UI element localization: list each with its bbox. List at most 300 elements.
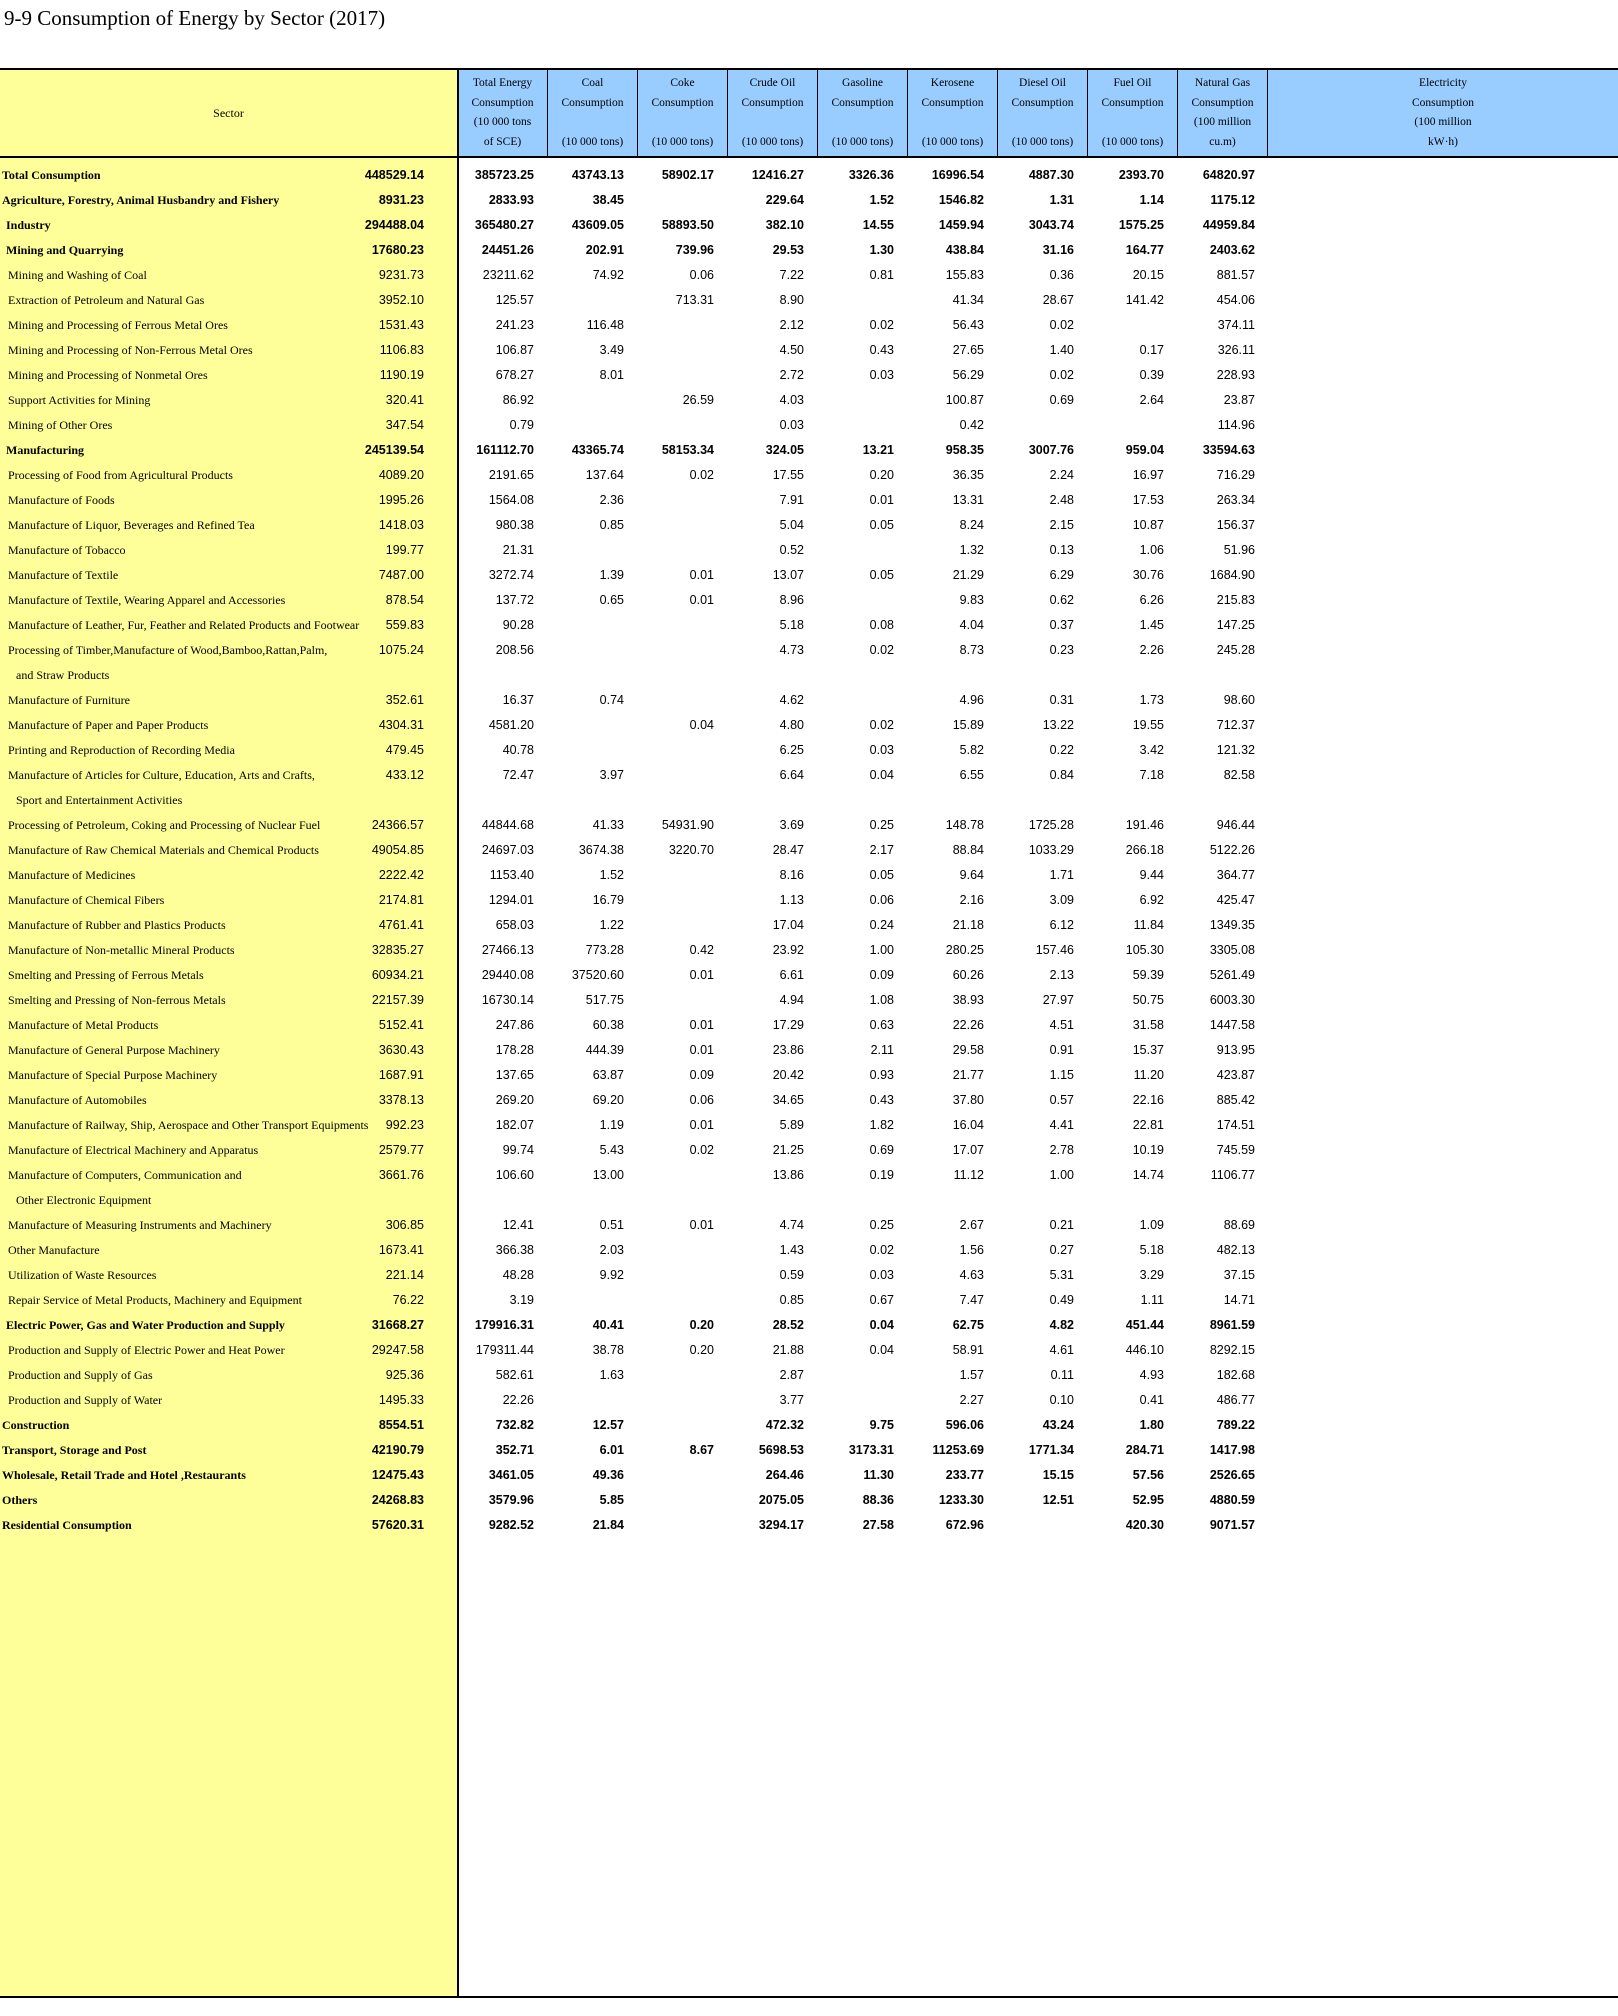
value-cell: 0.06 bbox=[689, 268, 714, 282]
value-cell: 0.04 bbox=[869, 1343, 894, 1357]
value-cell: 11.30 bbox=[863, 1468, 894, 1482]
value-cell: 52.95 bbox=[1132, 1493, 1164, 1507]
value-cell: 82.58 bbox=[1223, 768, 1255, 782]
value-cell: 7487.00 bbox=[378, 568, 424, 582]
value-cell: 178.28 bbox=[495, 1043, 534, 1057]
value-cell: 12416.27 bbox=[751, 168, 804, 182]
row-label: Other Manufacture bbox=[8, 1243, 100, 1257]
value-cell: 658.03 bbox=[495, 918, 534, 932]
value-cell: 8292.15 bbox=[1209, 1343, 1255, 1357]
value-cell: 324.05 bbox=[765, 443, 804, 457]
value-cell: 16.79 bbox=[592, 893, 624, 907]
header-line: Coke bbox=[670, 76, 695, 89]
value-cell: 60934.21 bbox=[371, 968, 424, 982]
row-label: Printing and Reproduction of Recording Media bbox=[8, 743, 235, 757]
value-cell: 0.02 bbox=[869, 718, 894, 732]
value-cell: 17.55 bbox=[772, 468, 804, 482]
value-cell: 946.44 bbox=[1216, 818, 1255, 832]
value-cell: 2075.05 bbox=[758, 1493, 804, 1507]
value-cell: 1531.43 bbox=[378, 318, 424, 332]
row-label: Manufacture of Medicines bbox=[8, 868, 136, 882]
row-label: Industry bbox=[6, 218, 51, 232]
row-label: Mining and Processing of Ferrous Metal Ores bbox=[8, 318, 228, 332]
value-cell: 26.59 bbox=[682, 393, 714, 407]
row-label: Repair Service of Metal Products, Machinery and Equipment bbox=[8, 1293, 302, 1307]
value-cell: 0.25 bbox=[869, 818, 894, 832]
value-cell: 14.55 bbox=[862, 218, 894, 232]
value-cell: 925.36 bbox=[385, 1368, 424, 1382]
value-cell: 105.30 bbox=[1125, 943, 1164, 957]
value-cell: 21.18 bbox=[952, 918, 984, 932]
value-cell: 4.50 bbox=[779, 343, 804, 357]
value-cell: 420.30 bbox=[1125, 1518, 1164, 1532]
value-cell: 0.43 bbox=[869, 343, 894, 357]
value-cell: 76.22 bbox=[392, 1293, 424, 1307]
header-line: Coal bbox=[581, 76, 604, 89]
value-cell: 773.28 bbox=[585, 943, 624, 957]
value-cell: 1.15 bbox=[1049, 1068, 1074, 1082]
value-cell: 11253.69 bbox=[932, 1443, 984, 1457]
header-line: (10 000 tons) bbox=[651, 136, 714, 149]
value-cell: 148.78 bbox=[945, 818, 984, 832]
value-cell: 3305.08 bbox=[1209, 943, 1255, 957]
value-cell: 0.10 bbox=[1049, 1393, 1074, 1407]
value-cell: 326.11 bbox=[1217, 343, 1255, 357]
header-line: Consumption bbox=[1101, 96, 1164, 109]
value-cell: 425.47 bbox=[1216, 893, 1255, 907]
value-cell: 9.64 bbox=[959, 868, 984, 882]
value-cell: 479.45 bbox=[385, 743, 424, 757]
value-cell: 3326.36 bbox=[848, 168, 894, 182]
value-cell: 58893.50 bbox=[661, 218, 714, 232]
table-bottom-rule bbox=[0, 1996, 1618, 1998]
value-cell: 2.11 bbox=[870, 1043, 894, 1057]
value-cell: 1.13 bbox=[779, 893, 804, 907]
value-cell: 4.63 bbox=[959, 1268, 984, 1282]
value-cell: 44959.84 bbox=[1202, 218, 1255, 232]
value-cell: 0.02 bbox=[869, 1243, 894, 1257]
value-cell: 0.02 bbox=[869, 318, 894, 332]
value-cell: 0.08 bbox=[869, 618, 894, 632]
value-cell: 29.58 bbox=[952, 1043, 984, 1057]
value-cell: 280.25 bbox=[945, 943, 984, 957]
value-cell: 1.40 bbox=[1049, 343, 1074, 357]
value-cell: 19.55 bbox=[1132, 718, 1164, 732]
value-cell: 2.16 bbox=[959, 893, 984, 907]
value-cell: 3378.13 bbox=[378, 1093, 424, 1107]
value-cell: 3220.70 bbox=[668, 843, 714, 857]
value-cell: 5.85 bbox=[599, 1493, 624, 1507]
value-cell: 0.13 bbox=[1049, 543, 1074, 557]
header-line: (10 000 tons) bbox=[921, 136, 984, 149]
value-cell: 3.29 bbox=[1139, 1268, 1164, 1282]
value-cell: 2.15 bbox=[1049, 518, 1074, 532]
value-cell: 0.22 bbox=[1049, 743, 1074, 757]
row-label: Processing of Food from Agricultural Products bbox=[8, 468, 233, 482]
value-cell: 2393.70 bbox=[1118, 168, 1164, 182]
header-line: kW·h) bbox=[1427, 136, 1458, 149]
value-cell: 0.01 bbox=[689, 568, 714, 582]
value-cell: 0.49 bbox=[1049, 1293, 1074, 1307]
value-cell: 2.67 bbox=[959, 1218, 984, 1232]
value-cell: 31.16 bbox=[1042, 243, 1074, 257]
value-cell: 2.48 bbox=[1049, 493, 1074, 507]
value-cell: 4.94 bbox=[779, 993, 804, 1007]
value-cell: 517.75 bbox=[585, 993, 624, 1007]
header-line: Consumption bbox=[1191, 96, 1254, 109]
value-cell: 29.53 bbox=[772, 243, 804, 257]
value-cell: 1.63 bbox=[599, 1368, 624, 1382]
value-cell: 21.29 bbox=[952, 568, 984, 582]
value-cell: 12.41 bbox=[502, 1218, 534, 1232]
value-cell: 1.52 bbox=[599, 868, 624, 882]
value-cell: 4.80 bbox=[779, 718, 804, 732]
value-cell: 32835.27 bbox=[371, 943, 424, 957]
value-cell: 5.31 bbox=[1049, 1268, 1074, 1282]
value-cell: 0.20 bbox=[869, 468, 894, 482]
value-cell: 4.93 bbox=[1139, 1368, 1164, 1382]
value-cell: 23.92 bbox=[772, 943, 804, 957]
value-cell: 352.61 bbox=[385, 693, 424, 707]
value-cell: 7.18 bbox=[1139, 768, 1164, 782]
value-cell: 8.24 bbox=[959, 518, 984, 532]
value-cell: 713.31 bbox=[675, 293, 714, 307]
value-cell: 1.08 bbox=[869, 993, 894, 1007]
header-line: Crude Oil bbox=[749, 76, 796, 89]
value-cell: 2.87 bbox=[779, 1368, 804, 1382]
value-cell: 99.74 bbox=[502, 1143, 534, 1157]
value-cell: 2403.62 bbox=[1209, 243, 1255, 257]
value-cell: 448529.14 bbox=[364, 168, 424, 182]
value-cell: 4089.20 bbox=[378, 468, 424, 482]
value-cell: 3.49 bbox=[599, 343, 624, 357]
value-cell: 86.92 bbox=[502, 393, 534, 407]
value-cell: 0.19 bbox=[869, 1168, 894, 1182]
value-cell: 156.37 bbox=[1216, 518, 1255, 532]
value-cell: 980.38 bbox=[495, 518, 534, 532]
value-cell: 13.21 bbox=[862, 443, 894, 457]
header-column-7 bbox=[1087, 70, 1177, 156]
value-cell: 1.19 bbox=[599, 1118, 624, 1132]
value-cell: 0.01 bbox=[869, 493, 894, 507]
row-label: Manufacture of Computers, Communication and bbox=[8, 1168, 242, 1182]
value-cell: 0.04 bbox=[689, 718, 714, 732]
value-cell: 0.81 bbox=[869, 268, 894, 282]
row-label-continuation: Sport and Entertainment Activities bbox=[16, 793, 183, 807]
row-label: Manufacture of Paper and Paper Products bbox=[8, 718, 209, 732]
value-cell: 0.17 bbox=[1139, 343, 1164, 357]
value-cell: 125.57 bbox=[495, 293, 534, 307]
value-cell: 31.58 bbox=[1132, 1018, 1164, 1032]
value-cell: 29247.58 bbox=[371, 1343, 424, 1357]
value-cell: 17.53 bbox=[1132, 493, 1164, 507]
header-line: (10 000 tons) bbox=[1101, 136, 1164, 149]
value-cell: 1575.25 bbox=[1118, 218, 1164, 232]
value-cell: 43609.05 bbox=[571, 218, 624, 232]
value-cell: 16.37 bbox=[502, 693, 534, 707]
header-column-6 bbox=[997, 70, 1087, 156]
value-cell: 0.36 bbox=[1049, 268, 1074, 282]
header-line: Fuel Oil bbox=[1113, 76, 1152, 89]
value-cell: 263.34 bbox=[1216, 493, 1255, 507]
value-cell: 0.24 bbox=[869, 918, 894, 932]
value-cell: 141.42 bbox=[1125, 293, 1164, 307]
value-cell: 1106.77 bbox=[1210, 1168, 1255, 1182]
value-cell: 4.41 bbox=[1049, 1118, 1074, 1132]
row-label: Manufacture of Textile bbox=[8, 568, 119, 582]
value-cell: 13.86 bbox=[772, 1168, 804, 1182]
value-cell: 23.86 bbox=[772, 1043, 804, 1057]
value-cell: 8961.59 bbox=[1209, 1318, 1255, 1332]
value-cell: 0.03 bbox=[779, 418, 804, 432]
value-cell: 4581.20 bbox=[488, 718, 534, 732]
value-cell: 22157.39 bbox=[371, 993, 424, 1007]
value-cell: 28.47 bbox=[772, 843, 804, 857]
header-line: (10 000 tons) bbox=[561, 136, 624, 149]
row-label: Extraction of Petroleum and Natural Gas bbox=[8, 293, 205, 307]
value-cell: 2.64 bbox=[1139, 393, 1164, 407]
value-cell: 1418.03 bbox=[378, 518, 424, 532]
value-cell: 2.03 bbox=[599, 1243, 624, 1257]
value-cell: 3.19 bbox=[509, 1293, 534, 1307]
row-label: Manufacture of Raw Chemical Materials and Chemical Products bbox=[8, 843, 319, 857]
value-cell: 17.29 bbox=[772, 1018, 804, 1032]
value-cell: 0.37 bbox=[1049, 618, 1074, 632]
value-cell: 1771.34 bbox=[1028, 1443, 1074, 1457]
value-cell: 164.77 bbox=[1125, 243, 1164, 257]
value-cell: 1687.91 bbox=[378, 1068, 424, 1082]
value-cell: 4304.31 bbox=[378, 718, 424, 732]
value-cell: 36.35 bbox=[952, 468, 984, 482]
row-label: Smelting and Pressing of Ferrous Metals bbox=[8, 968, 204, 982]
table-row bbox=[0, 1510, 1618, 1542]
value-cell: 739.96 bbox=[675, 243, 714, 257]
value-cell: 43365.74 bbox=[571, 443, 624, 457]
value-cell: 21.84 bbox=[592, 1518, 624, 1532]
row-label: Manufacture of Rubber and Plastics Products bbox=[8, 918, 226, 932]
value-cell: 596.06 bbox=[945, 1418, 984, 1432]
value-cell: 8554.51 bbox=[378, 1418, 424, 1432]
value-cell: 17.07 bbox=[952, 1143, 984, 1157]
value-cell: 56.43 bbox=[952, 318, 984, 332]
value-cell: 58153.34 bbox=[661, 443, 714, 457]
header-line: Consumption bbox=[921, 96, 984, 109]
header-column-1 bbox=[547, 70, 637, 156]
value-cell: 49054.85 bbox=[371, 843, 424, 857]
value-cell: 0.01 bbox=[689, 968, 714, 982]
row-label: Manufacture of Chemical Fibers bbox=[8, 893, 165, 907]
value-cell: 13.22 bbox=[1042, 718, 1074, 732]
value-cell: 885.42 bbox=[1216, 1093, 1255, 1107]
value-cell: 0.02 bbox=[869, 643, 894, 657]
value-cell: 27.97 bbox=[1042, 993, 1074, 1007]
value-cell: 88.69 bbox=[1223, 1218, 1255, 1232]
value-cell: 385723.25 bbox=[474, 168, 534, 182]
value-cell: 16996.54 bbox=[931, 168, 984, 182]
row-label-continuation: Other Electronic Equipment bbox=[16, 1193, 152, 1207]
header-line bbox=[771, 116, 774, 129]
value-cell: 913.95 bbox=[1216, 1043, 1255, 1057]
value-cell: 137.64 bbox=[585, 468, 624, 482]
value-cell: 486.77 bbox=[1216, 1393, 1255, 1407]
row-label: Smelting and Pressing of Non-ferrous Metals bbox=[8, 993, 226, 1007]
value-cell: 446.10 bbox=[1125, 1343, 1164, 1357]
row-label: Manufacture of Railway, Ship, Aerospace and Other Transport Equipments bbox=[8, 1118, 369, 1132]
page-title: 9-9 Consumption of Energy by Sector (2017) bbox=[4, 6, 386, 30]
row-label: Others bbox=[2, 1493, 38, 1507]
header-line: (10 000 tons bbox=[473, 116, 532, 129]
value-cell: 58.91 bbox=[952, 1343, 984, 1357]
header-sector: Sector bbox=[213, 105, 244, 120]
value-cell: 433.12 bbox=[385, 768, 424, 782]
value-cell: 3630.43 bbox=[378, 1043, 424, 1057]
value-cell: 27.65 bbox=[952, 343, 984, 357]
header-line: Total Energy bbox=[472, 76, 533, 89]
value-cell: 6.12 bbox=[1049, 918, 1074, 932]
value-cell: 1564.08 bbox=[488, 493, 534, 507]
value-cell: 13.31 bbox=[952, 493, 984, 507]
value-cell: 72.47 bbox=[502, 768, 534, 782]
value-cell: 3294.17 bbox=[758, 1518, 804, 1532]
value-cell: 0.05 bbox=[869, 568, 894, 582]
value-cell: 1.57 bbox=[959, 1368, 984, 1382]
value-cell: 28.67 bbox=[1042, 293, 1074, 307]
value-cell: 3.09 bbox=[1049, 893, 1074, 907]
value-cell: 0.51 bbox=[599, 1218, 624, 1232]
value-cell: 9.83 bbox=[959, 593, 984, 607]
value-cell: 3173.31 bbox=[848, 1443, 894, 1457]
value-cell: 0.06 bbox=[869, 893, 894, 907]
value-cell: 43743.13 bbox=[571, 168, 624, 182]
value-cell: 0.21 bbox=[1049, 1218, 1074, 1232]
header-line: (100 million bbox=[1414, 116, 1472, 129]
value-cell: 1.73 bbox=[1139, 693, 1164, 707]
value-cell: 0.02 bbox=[1049, 368, 1074, 382]
value-cell: 672.96 bbox=[945, 1518, 984, 1532]
value-cell: 438.84 bbox=[945, 243, 984, 257]
value-cell: 4.61 bbox=[1049, 1343, 1074, 1357]
value-cell: 49.36 bbox=[592, 1468, 624, 1482]
value-cell: 11.20 bbox=[1133, 1068, 1164, 1082]
value-cell: 3952.10 bbox=[378, 293, 424, 307]
header-line: Gasoline bbox=[842, 76, 883, 89]
value-cell: 245.28 bbox=[1216, 643, 1255, 657]
header-column-2 bbox=[637, 70, 727, 156]
row-label: Total Consumption bbox=[2, 168, 101, 182]
value-cell: 1.43 bbox=[779, 1243, 804, 1257]
value-cell: 0.02 bbox=[1049, 318, 1074, 332]
value-cell: 31668.27 bbox=[371, 1318, 424, 1332]
value-cell: 22.26 bbox=[502, 1393, 534, 1407]
value-cell: 8.90 bbox=[779, 293, 804, 307]
value-cell: 0.63 bbox=[869, 1018, 894, 1032]
value-cell: 2.13 bbox=[1049, 968, 1074, 982]
value-cell: 0.05 bbox=[869, 518, 894, 532]
row-label-continuation: and Straw Products bbox=[16, 668, 110, 682]
value-cell: 60.38 bbox=[592, 1018, 624, 1032]
value-cell: 30.76 bbox=[1132, 568, 1164, 582]
value-cell: 0.06 bbox=[689, 1093, 714, 1107]
value-cell: 38.78 bbox=[592, 1343, 624, 1357]
value-cell: 11.84 bbox=[1133, 918, 1164, 932]
value-cell: 1.45 bbox=[1139, 618, 1164, 632]
value-cell: 0.09 bbox=[869, 968, 894, 982]
value-cell: 1.06 bbox=[1139, 543, 1164, 557]
row-label: Manufacture of Measuring Instruments and Machinery bbox=[8, 1218, 272, 1232]
value-cell: 229.64 bbox=[765, 193, 804, 207]
value-cell: 3661.76 bbox=[378, 1168, 424, 1182]
value-cell: 37.15 bbox=[1223, 1268, 1255, 1282]
value-cell: 5.82 bbox=[959, 743, 984, 757]
value-cell: 62.75 bbox=[952, 1318, 984, 1332]
value-cell: 137.65 bbox=[495, 1068, 534, 1082]
value-cell: 712.37 bbox=[1216, 718, 1255, 732]
value-cell: 582.61 bbox=[495, 1368, 534, 1382]
header-line: of SCE) bbox=[483, 136, 522, 149]
value-cell: 6.25 bbox=[779, 743, 804, 757]
value-cell: 58902.17 bbox=[661, 168, 714, 182]
value-cell: 38.93 bbox=[952, 993, 984, 1007]
header-column-0 bbox=[457, 70, 547, 156]
value-cell: 2174.81 bbox=[378, 893, 424, 907]
value-cell: 12.51 bbox=[1042, 1493, 1074, 1507]
value-cell: 24366.57 bbox=[371, 818, 424, 832]
value-cell: 2.78 bbox=[1049, 1143, 1074, 1157]
row-label: Manufacture of Non-metallic Mineral Products bbox=[8, 943, 235, 957]
row-label: Mining and Processing of Non-Ferrous Metal Ores bbox=[8, 343, 253, 357]
value-cell: 7.91 bbox=[779, 493, 804, 507]
value-cell: 0.11 bbox=[1050, 1368, 1074, 1382]
value-cell: 352.71 bbox=[495, 1443, 534, 1457]
value-cell: 106.87 bbox=[495, 343, 534, 357]
value-cell: 2.24 bbox=[1049, 468, 1074, 482]
value-cell: 60.26 bbox=[952, 968, 984, 982]
header-line: Consumption bbox=[1011, 96, 1074, 109]
header-line: (10 000 tons) bbox=[741, 136, 804, 149]
header-line bbox=[681, 116, 684, 129]
value-cell: 2526.65 bbox=[1209, 1468, 1255, 1482]
header-bottom-rule bbox=[0, 156, 1618, 158]
header-line: Electricity bbox=[1419, 76, 1467, 89]
value-cell: 1.00 bbox=[869, 943, 894, 957]
value-cell: 269.20 bbox=[495, 1093, 534, 1107]
header-column-5 bbox=[907, 70, 997, 156]
value-cell: 716.29 bbox=[1216, 468, 1255, 482]
value-cell: 147.25 bbox=[1216, 618, 1255, 632]
value-cell: 1075.24 bbox=[378, 643, 424, 657]
value-cell: 3.42 bbox=[1139, 743, 1164, 757]
value-cell: 0.41 bbox=[1139, 1393, 1164, 1407]
header-line bbox=[591, 116, 594, 129]
value-cell: 0.43 bbox=[869, 1093, 894, 1107]
value-cell: 2.27 bbox=[959, 1393, 984, 1407]
value-cell: 1.22 bbox=[599, 918, 624, 932]
value-cell: 284.71 bbox=[1125, 1443, 1164, 1457]
value-cell: 0.01 bbox=[689, 593, 714, 607]
value-cell: 0.25 bbox=[869, 1218, 894, 1232]
row-label: Transport, Storage and Post bbox=[2, 1443, 147, 1457]
value-cell: 247.86 bbox=[495, 1018, 534, 1032]
value-cell: 1.11 bbox=[1140, 1293, 1164, 1307]
header-column-3 bbox=[727, 70, 817, 156]
value-cell: 1033.29 bbox=[1028, 843, 1074, 857]
value-cell: 6.26 bbox=[1139, 593, 1164, 607]
value-cell: 423.87 bbox=[1216, 1068, 1255, 1082]
header-line: Kerosene bbox=[930, 76, 975, 89]
value-cell: 0.23 bbox=[1049, 643, 1074, 657]
value-cell: 48.28 bbox=[502, 1268, 534, 1282]
value-cell: 6.61 bbox=[779, 968, 804, 982]
